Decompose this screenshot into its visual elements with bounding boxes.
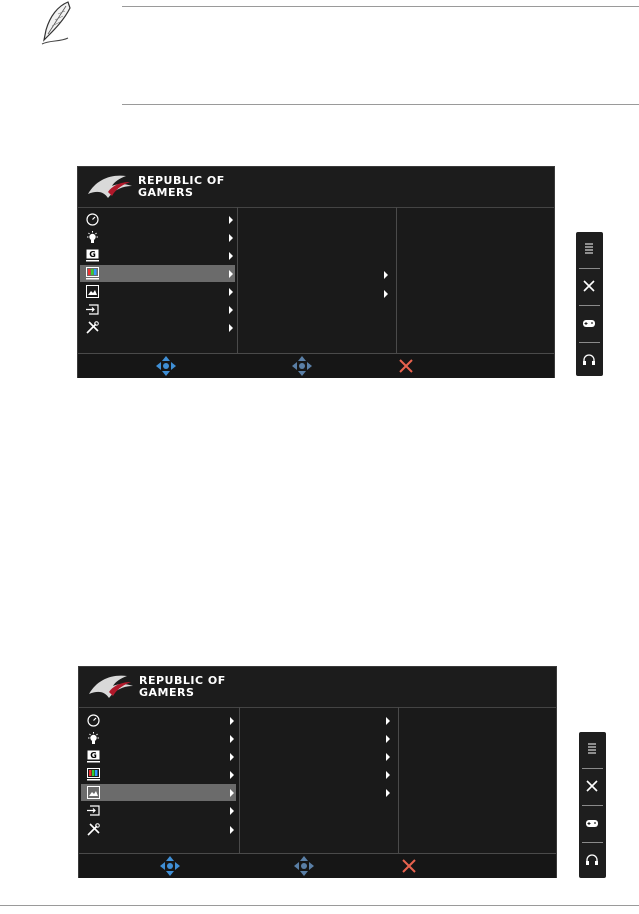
gameplus-key[interactable]	[579, 806, 606, 841]
column-divider	[237, 207, 238, 353]
close-icon	[401, 858, 417, 874]
chevron-right-icon	[230, 717, 234, 725]
tools-icon	[87, 823, 100, 836]
gamevisual-key[interactable]	[576, 343, 603, 378]
speedometer-icon	[87, 714, 100, 727]
gamepad-icon	[582, 316, 596, 330]
lightbulb-icon	[86, 231, 99, 244]
menu-item-blue-light[interactable]	[80, 229, 235, 246]
input-select-icon	[86, 303, 99, 316]
menu-key[interactable]	[576, 232, 603, 267]
menu-item-gameplus[interactable]	[80, 211, 235, 228]
chevron-right-icon	[229, 288, 233, 296]
menu-icon	[585, 742, 599, 756]
chevron-right-icon	[229, 270, 233, 278]
column-divider	[239, 707, 240, 853]
brand-line-1: REPUBLIC OF	[139, 674, 226, 687]
submenu-arrow-icon[interactable]	[386, 717, 390, 725]
submenu-arrow-icon[interactable]	[384, 271, 388, 279]
menu-item-color[interactable]	[80, 265, 235, 282]
color-bars-icon	[86, 267, 99, 280]
svg-text:G: G	[89, 250, 96, 259]
close-key[interactable]	[579, 769, 606, 804]
headphone-icon	[585, 853, 599, 867]
hardware-key-strip	[579, 732, 606, 878]
menu-key[interactable]	[579, 732, 606, 767]
chevron-right-icon	[229, 306, 233, 314]
brand-line-2: GAMERS	[139, 686, 195, 699]
menu-item-gsync[interactable]	[80, 247, 235, 264]
chevron-right-icon	[229, 252, 233, 260]
osd-header	[78, 167, 554, 208]
submenu-arrow-icon[interactable]	[386, 771, 390, 779]
close-icon	[398, 358, 414, 374]
menu-item-gsync[interactable]	[81, 748, 236, 765]
brand-text	[138, 175, 225, 199]
quill-pen-icon	[38, 0, 78, 46]
g-sync-icon	[87, 750, 100, 763]
submenu-arrow-icon[interactable]	[386, 789, 390, 797]
svg-text:G: G	[90, 751, 97, 760]
osd-footer	[78, 353, 554, 378]
chevron-right-icon	[230, 826, 234, 834]
gamepad-icon	[585, 816, 599, 830]
chevron-right-icon	[230, 807, 234, 815]
move-grey-icon	[291, 355, 313, 377]
image-icon	[86, 285, 99, 298]
osd-panel-2	[78, 666, 557, 878]
menu-item-system-setup[interactable]	[81, 821, 236, 838]
brand-text	[139, 675, 226, 699]
submenu-arrow-icon[interactable]	[386, 735, 390, 743]
gamevisual-key[interactable]	[579, 843, 606, 878]
menu-item-color[interactable]	[81, 766, 236, 783]
menu-item-blue-light[interactable]	[81, 730, 236, 747]
close-icon	[585, 779, 599, 793]
chevron-right-icon	[229, 324, 233, 332]
move-blue-icon	[155, 355, 177, 377]
note-top-rule	[122, 6, 639, 7]
headphone-icon	[582, 353, 596, 367]
gameplus-key[interactable]	[576, 306, 603, 341]
rog-logo-icon	[87, 672, 137, 702]
chevron-right-icon	[230, 735, 234, 743]
page-footer-rule	[0, 905, 639, 906]
move-blue-icon	[159, 855, 181, 877]
menu-icon	[582, 242, 596, 256]
osd-footer	[79, 853, 556, 878]
input-select-icon	[87, 804, 100, 817]
brand-line-2: GAMERS	[138, 186, 194, 199]
menu-item-gameplus[interactable]	[81, 712, 236, 729]
osd-panel-1	[77, 166, 555, 378]
color-bars-icon	[87, 768, 100, 781]
osd-header	[79, 667, 556, 708]
chevron-right-icon	[229, 216, 233, 224]
column-divider	[398, 707, 399, 853]
close-key[interactable]	[576, 269, 603, 304]
column-divider	[396, 207, 397, 353]
move-grey-icon	[293, 855, 315, 877]
lightbulb-icon	[87, 732, 100, 745]
close-icon	[582, 279, 596, 293]
note-bottom-rule	[122, 104, 639, 105]
rog-logo-icon	[86, 172, 136, 202]
hardware-key-strip	[576, 232, 603, 376]
g-sync-icon	[86, 249, 99, 262]
menu-item-image[interactable]	[81, 784, 236, 801]
chevron-right-icon	[229, 234, 233, 242]
chevron-right-icon	[230, 771, 234, 779]
speedometer-icon	[86, 213, 99, 226]
menu-item-image[interactable]	[80, 283, 235, 300]
submenu-arrow-icon[interactable]	[384, 290, 388, 298]
tools-icon	[86, 321, 99, 334]
submenu-arrow-icon[interactable]	[386, 753, 390, 761]
chevron-right-icon	[230, 753, 234, 761]
menu-item-system-setup[interactable]	[80, 319, 235, 336]
chevron-right-icon	[230, 789, 234, 797]
brand-line-1: REPUBLIC OF	[138, 174, 225, 187]
menu-item-input-select[interactable]	[81, 802, 236, 819]
image-icon	[87, 786, 100, 799]
menu-item-input-select[interactable]	[80, 301, 235, 318]
